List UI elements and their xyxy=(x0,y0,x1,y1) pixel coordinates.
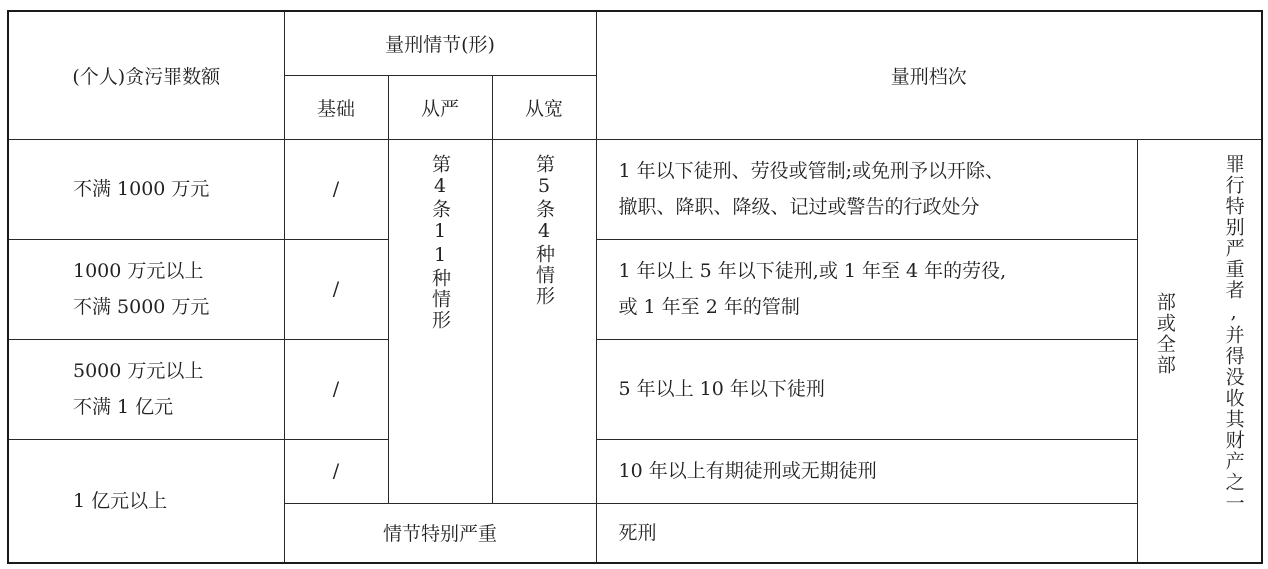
amount-line: 1 亿元以上 xyxy=(73,489,168,512)
row-basic: / xyxy=(284,239,388,339)
lenient-note: 第5条4种情形 xyxy=(533,153,555,307)
row-amount xyxy=(8,339,284,439)
grade-line: 或 1 年至 2 年的管制 xyxy=(618,296,800,318)
row-basic: / xyxy=(284,439,388,503)
row-grade xyxy=(596,339,1137,439)
row-amount xyxy=(8,439,284,563)
confiscation-cell xyxy=(1137,139,1262,563)
row-basic: / xyxy=(284,339,388,439)
grade-line: 5 年以上 10 年以下徒刑 xyxy=(618,378,825,400)
row-amount xyxy=(8,239,284,339)
amount-line: 不满 1 亿元 xyxy=(73,396,174,418)
special-circumstance: 情节特别严重 xyxy=(284,503,596,563)
row-amount xyxy=(8,139,284,239)
amount-line: 不满 1000 万元 xyxy=(73,178,210,200)
header-amount: (个人)贪污罪数额 xyxy=(8,11,284,139)
header-circumstances: 量刑情节(形) xyxy=(284,11,596,75)
strict-note: 第4条11种情形 xyxy=(429,153,451,331)
amount-line: 5000 万元以上 xyxy=(73,360,204,382)
grade-line: 1 年以上 5 年以下徒刑,或 1 年至 4 年的劳役, xyxy=(618,260,1007,282)
grade-line: 1 年以下徒刑、劳役或管制;或免刑予以开除、 xyxy=(618,160,1005,182)
strict-note-cell xyxy=(388,139,492,503)
grade-line: 10 年以上有期徒刑或无期徒刑 xyxy=(618,460,877,482)
row-grade xyxy=(596,439,1137,503)
lenient-note-cell xyxy=(492,139,596,503)
header-strict: 从严 xyxy=(388,75,492,139)
row-basic: / xyxy=(284,139,388,239)
header-basic: 基础 xyxy=(284,75,388,139)
row-grade xyxy=(596,239,1137,339)
amount-line: 不满 5000 万元 xyxy=(73,296,210,318)
sentencing-table xyxy=(7,10,1263,564)
grade-line: 撤职、降职、降级、记过或警告的行政处分 xyxy=(618,196,980,218)
special-grade: 死刑 xyxy=(596,503,1137,563)
confiscation-col1: 罪行特别严重者,并得没收其财产之一 xyxy=(1222,153,1245,514)
header-grade: 量刑档次 xyxy=(596,11,1262,139)
confiscation-col2: 部或全部 xyxy=(1153,291,1176,376)
amount-line: 1000 万元以上 xyxy=(73,260,204,282)
header-lenient: 从宽 xyxy=(492,75,596,139)
row-grade xyxy=(596,139,1137,239)
